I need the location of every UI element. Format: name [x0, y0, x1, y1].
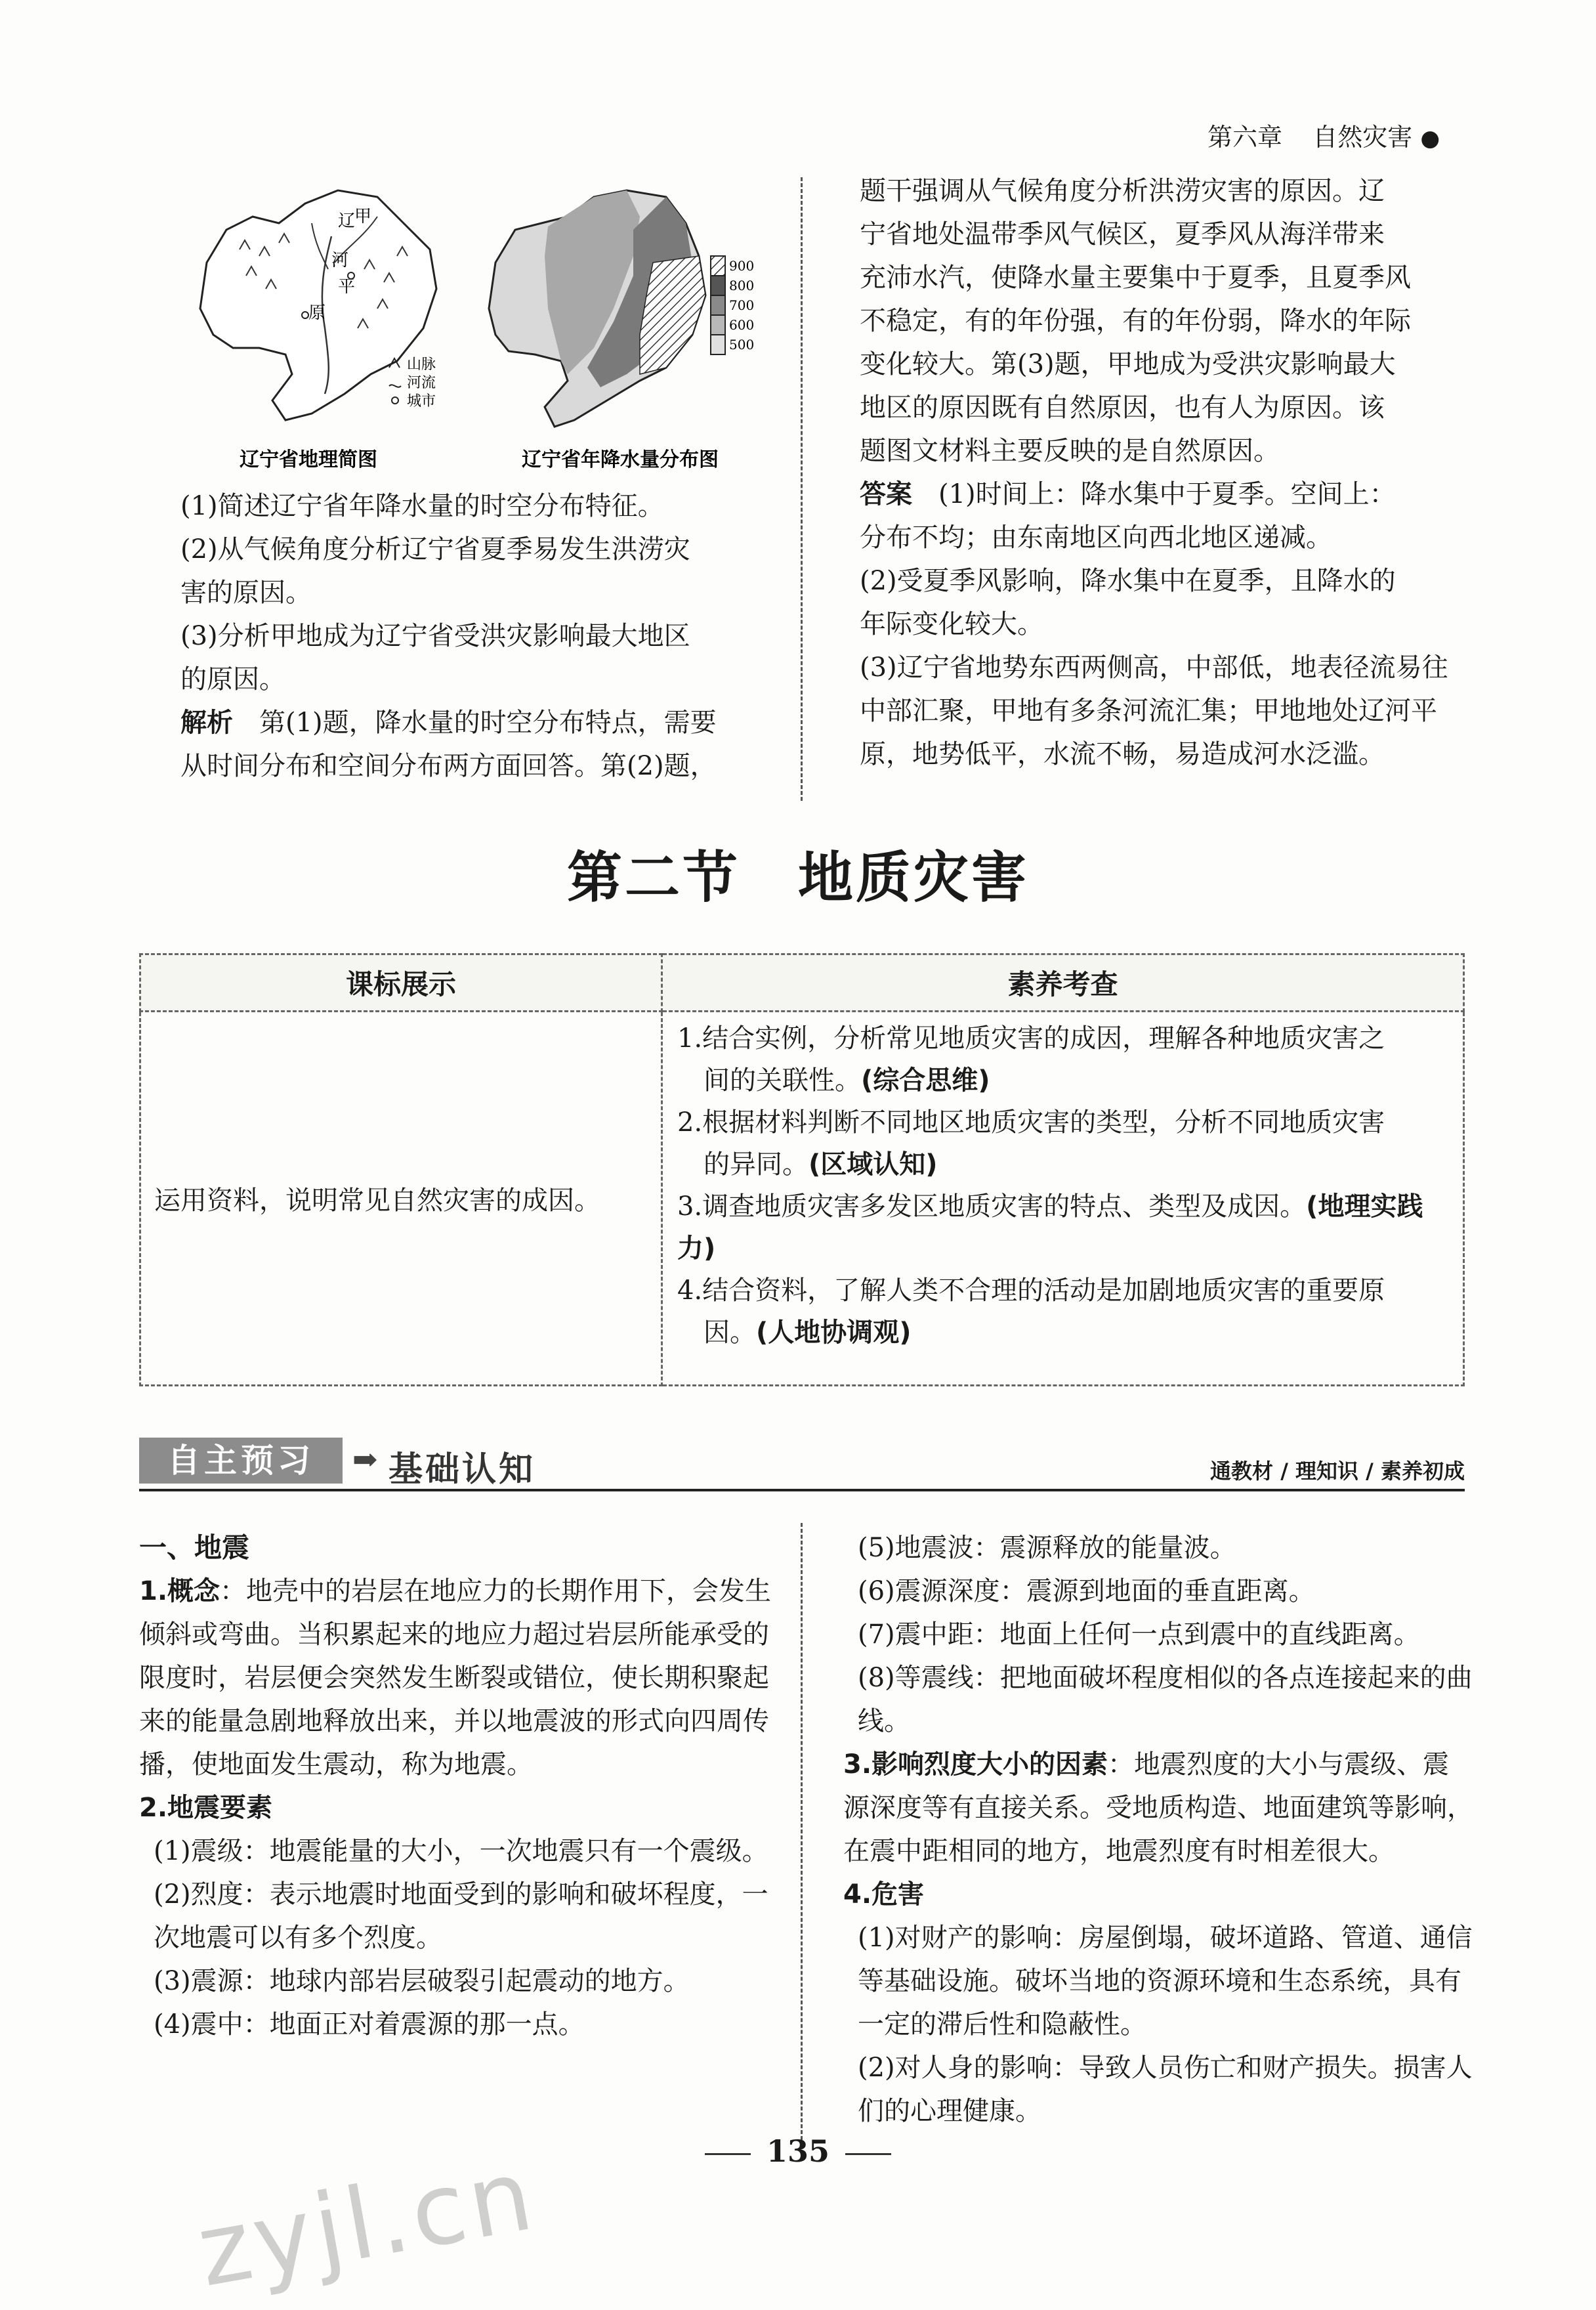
map-label-liao: 辽 — [338, 211, 356, 231]
column-divider-bottom — [801, 1523, 803, 2140]
harm-personal: (2)对人身的影响：导致人员伤亡和财产损失。损害人们的心理健康。 — [858, 2053, 1473, 2126]
concept-label: 1.概念 — [139, 1576, 220, 1606]
answer-line2: (2)受夏季风影响，降水集中在夏季，且降水的 — [860, 566, 1396, 596]
map-illustration — [180, 177, 758, 486]
scale-900: 900 — [729, 258, 755, 274]
chapter-label: 第六章 — [1208, 123, 1283, 152]
table-header-competencies: 素养考查 — [662, 954, 1464, 1012]
bullet-icon: ● — [1420, 125, 1440, 152]
concept-text: ：地壳中的岩层在地应力的长期作用下，会发生倾斜或弯曲。当积累起来的地应力超过岩层所能承受的限度时，岩层便会突然发生断裂或错位，使长期积聚起来的能量急剧地释放出来，并以地震波的形式向四周传播，使地面发生震动，称为地震。 — [139, 1576, 772, 1780]
scale-700: 700 — [729, 297, 755, 313]
banner-left: 自主预习 — [139, 1438, 343, 1484]
standards-text: 运用资料，说明常见自然灾害的成因。 — [154, 1186, 600, 1216]
map-label-jia: 甲 — [354, 207, 372, 226]
liaoning-precipitation-map — [489, 190, 754, 427]
element-intensity: (2)烈度：表示地震时地面受到的影响和破坏程度，一次地震可以有多个烈度。 — [154, 1879, 768, 1953]
elements-label: 2.地震要素 — [139, 1793, 273, 1823]
element-magnitude: (1)震级：地震能量的大小，一次地震只有一个震级。 — [154, 1836, 768, 1866]
standards-cell — [140, 1012, 662, 1386]
liaoning-geography-map — [200, 190, 436, 420]
element-epicenter: (4)震中：地面正对着震源的那一点。 — [154, 2009, 585, 2040]
analysis-cont-0: 题干强调从气候角度分析洪涝灾害的原因。辽 — [860, 176, 1385, 206]
harm-property: (1)对财产的影响：房屋倒塌，破坏道路、管道、通信等基础设施。破坏当地的资源环境和生态系统，具有一定的滞后性和隐蔽性。 — [858, 1923, 1473, 2040]
map2-caption: 辽宁省年降水量分布图 — [522, 448, 719, 471]
answer-line3: 年际变化较大。 — [860, 609, 1043, 639]
earthquake-right — [843, 1526, 1473, 2133]
analysis-label: 解析 — [180, 708, 233, 738]
answer-line0: (1)时间上：降水集中于夏季。空间上： — [938, 479, 1396, 509]
legend-city: 城市 — [407, 393, 436, 410]
right-column — [860, 169, 1470, 776]
question-1: (1)简述辽宁省年降水量的时空分布特征。 — [180, 491, 664, 521]
page-number: 135 — [766, 2133, 830, 2169]
scale-800: 800 — [729, 278, 755, 293]
table-header-standards: 课标展示 — [140, 954, 662, 1012]
watermark: zyjl.cn — [189, 2137, 545, 2309]
answer-label: 答案 — [860, 479, 912, 509]
analysis-cont-3: 不稳定，有的年份强，有的年份弱，降水的年际 — [860, 306, 1411, 336]
question-2-line1: (2)从气候角度分析辽宁省夏季易发生洪涝灾 — [180, 534, 690, 565]
factor-label: 3.影响烈度大小的因素 — [843, 1749, 1108, 1780]
analysis-cont-2: 充沛水汽，使降水量主要集中于夏季，且夏季风 — [860, 263, 1411, 293]
question-3-line1: (3)分析甲地成为辽宁省受洪灾影响最大地区 — [180, 621, 690, 651]
left-column — [180, 484, 771, 788]
scale-600: 600 — [729, 317, 755, 333]
element-epicentral-distance: (7)震中距：地面上任何一点到震中的直线距离。 — [858, 1619, 1420, 1650]
legend-mountain: 山脉 — [407, 356, 436, 373]
earthquake-left — [139, 1526, 779, 2046]
map1-caption: 辽宁省地理简图 — [240, 448, 377, 471]
arrow-right-icon: ➡ — [352, 1442, 378, 1477]
running-header — [1208, 117, 1440, 153]
analysis-cont-4: 变化较大。第(3)题，甲地成为受洪灾影响最大 — [860, 349, 1396, 379]
chapter-title: 自然灾害 — [1312, 123, 1413, 152]
page-number-line — [0, 2133, 1596, 2169]
banner-right: 基础认知 — [388, 1450, 536, 1489]
scale-500: 500 — [729, 337, 755, 353]
competency-item-1: 1.结合实例，分析常见地质灾害的成因，理解各种地质灾害之 间的关联性。(综合思维) — [677, 1023, 1385, 1096]
banner-tags: 通教材 / 理知识 / 素养初成 — [1210, 1459, 1465, 1484]
answer-line4: (3)辽宁省地势东西两侧高，中部低，地表径流易往 — [860, 652, 1448, 683]
answer-line1: 分布不均；由东南地区向西北地区递减。 — [860, 523, 1332, 553]
answer-line6: 原，地势低平，水流不畅，易造成河水泛滥。 — [860, 739, 1385, 769]
map-label-he: 河 — [331, 251, 349, 270]
question-3-line2: 的原因。 — [180, 664, 285, 695]
analysis-cont-1: 宁省地处温带季风气候区，夏季风从海洋带来 — [860, 219, 1385, 249]
question-2-line2: 害的原因。 — [180, 578, 312, 608]
element-seismic-wave: (5)地震波：震源释放的能量波。 — [858, 1533, 1236, 1563]
curriculum-table — [139, 953, 1465, 1386]
map-label-yuan: 原 — [308, 303, 326, 323]
harm-label: 4.危害 — [843, 1879, 925, 1910]
element-isoseismal: (8)等震线：把地面破坏程度相似的各点连接起来的曲线。 — [858, 1663, 1473, 1736]
analysis-cont-5: 地区的原因既有自然原因，也有人为原因。该 — [860, 393, 1385, 423]
analysis-line2: 从时间分布和空间分布两方面回答。第(2)题， — [180, 751, 717, 781]
competencies-cell — [662, 1012, 1464, 1386]
factor-text: ：地震烈度的大小与震级、震源深度等有直接关系。受地质构造、地面建筑等影响，在震中距相同的地方，地震烈度有时相差很大。 — [843, 1749, 1473, 1866]
element-focal-depth: (6)震源深度：震源到地面的垂直距离。 — [858, 1576, 1315, 1606]
analysis-cont-6: 题图文材料主要反映的是自然原因。 — [860, 436, 1280, 466]
column-divider-top — [801, 177, 803, 801]
map-label-ping: 平 — [338, 277, 356, 297]
earthquake-heading: 一、地震 — [139, 1531, 250, 1564]
element-focus: (3)震源：地球内部岩层破裂引起震动的地方。 — [154, 1966, 690, 1996]
answer-line5: 中部汇聚，甲地有多条河流汇集；甲地地处辽河平 — [860, 696, 1437, 726]
competency-item-3: 3.调查地质灾害多发区地质灾害的特点、类型及成因。(地理实践力) — [677, 1191, 1423, 1264]
competency-item-4: 4.结合资料，了解人类不合理的活动是加剧地质灾害的重要原 因。(人地协调观) — [677, 1275, 1385, 1348]
section-title: 第二节 地质灾害 — [566, 845, 1029, 910]
map-figures — [180, 177, 758, 486]
legend-river: 河流 — [407, 375, 436, 391]
preview-banner — [139, 1436, 1465, 1491]
competency-item-2: 2.根据材料判断不同地区地质灾害的类型，分析不同地质灾害 的异同。(区域认知) — [677, 1107, 1385, 1180]
analysis-line1: 第(1)题，降水量的时空分布特点，需要 — [259, 708, 717, 738]
